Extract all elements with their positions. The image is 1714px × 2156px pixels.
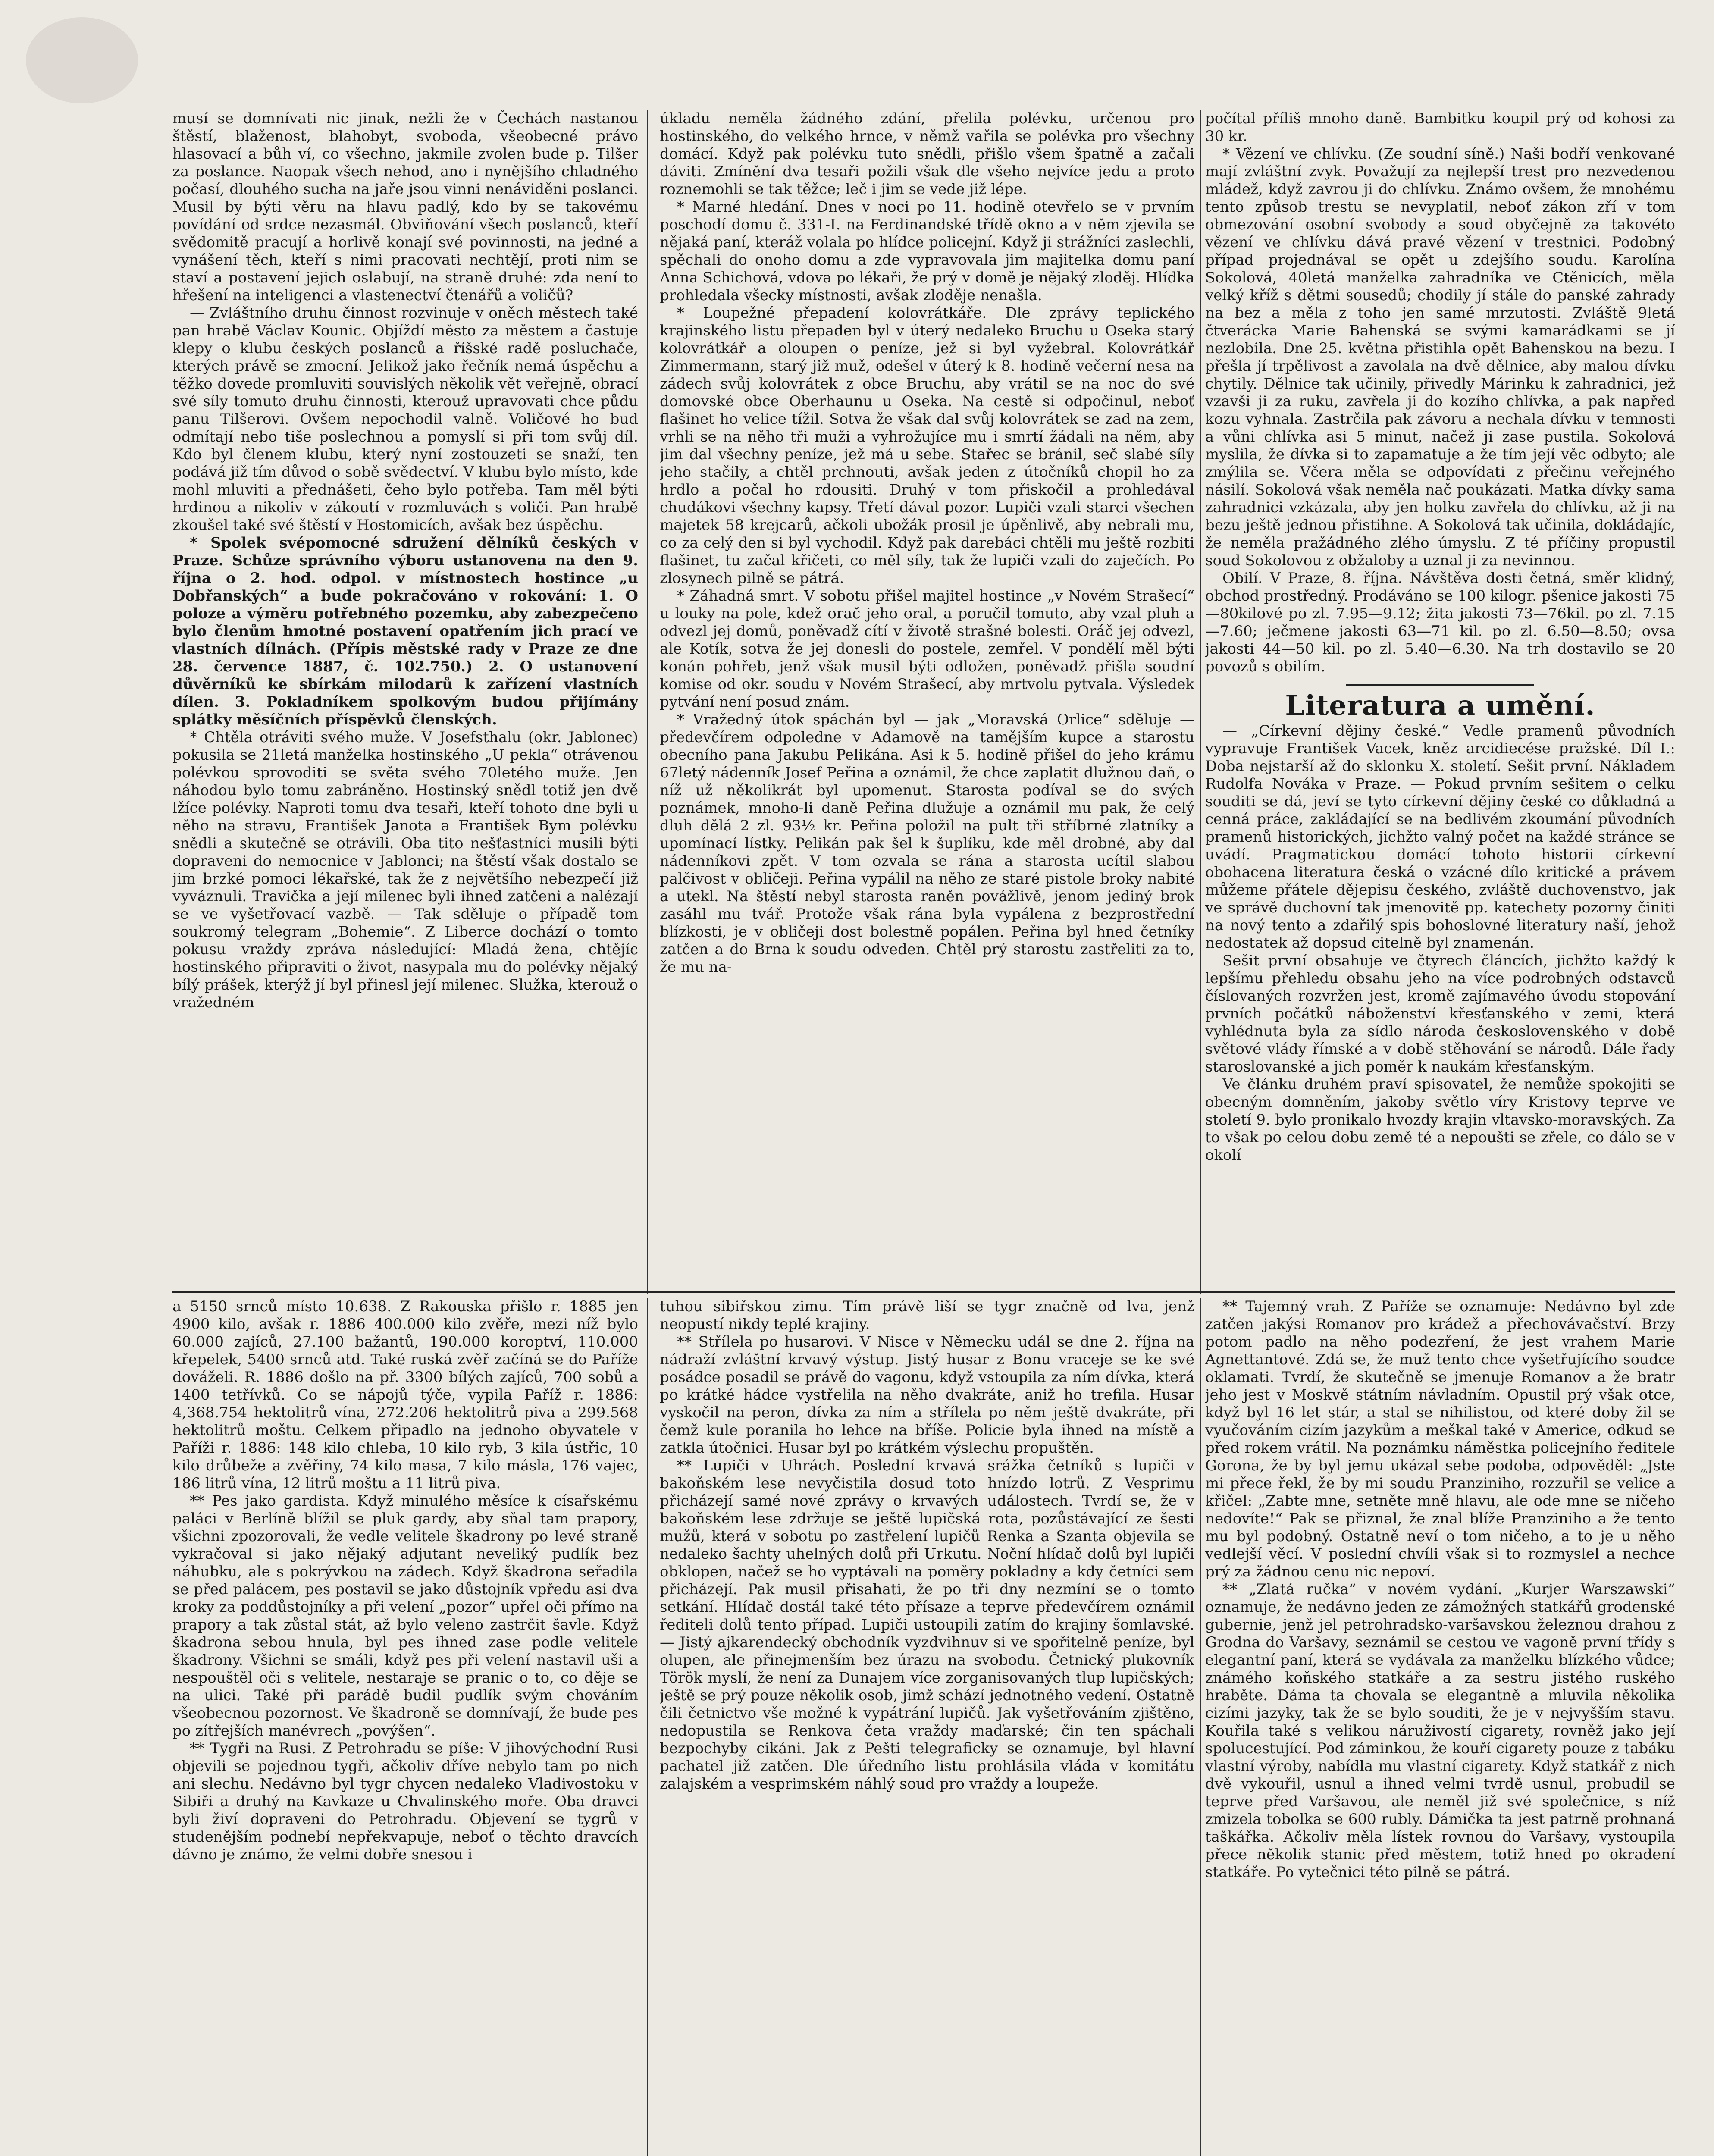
column-middle-top xyxy=(660,110,1194,1294)
article-paragraph: tuhou sibiřskou zimu. Tím právě liší se tygr značně od lva, jenž neopustí nikdy teplé krajiny. xyxy=(660,1298,1194,1333)
article-paragraph: — Zvláštního druhu činnost rozvinuje v oněch městech také pan hrabě Václav Kounic. Objíždí město za městem a častuje klepy o klubu českých poslanců a říšské radě posluchače, kterých právě se zmocní. Jelikož jako řečník nemá úspěchu a těžko dovede promluviti souvislých několik vět veřejně, obrací své síly tomuto druhu činnosti, kterouž upravovati chce půdu panu Tilšerovi. Ovšem nepochodil valně. Voličové ho buď odmítají nebo tiše poslechnou a pomyslí si při tom svůj díl. Kdo byl členem klubu, který nyní zostouzeti se snaží, ten podává již tím důvod o sobě svědectví. V klubu bylo místo, kde mohl mluviti a přednášeti, čeho bylo potřeba. Tam měl býti hrdinou a nikoliv v zákoutí v rozmluvách s voliči. Pan hrabě zkoušel také své štěstí v Hostomicích, avšak bez úspěchu. xyxy=(172,304,638,534)
column-left-bottom xyxy=(172,1298,638,2156)
column-rule xyxy=(1200,110,1201,1294)
article-lupici-v-uhrach: ** Lupiči v Uhrách. Poslední krvavá srážka četníků s lupiči v bakoňském lese nevyčistila dosud toto hnízdo lotrů. Z Vesprimu přicházejí samé nové zprávy o krvavých událostech. Tvrdí se, že v bakoňském lese zdržuje se ještě lupičská rota, pozůstávající ze šesti mužů, která v sobotu po zastřelení lupičů Renka a Szanta objevila se nedaleko šachty uhelných dolů při Urkutu. Noční hlídač dolů byl lupiči obklopen, načež se ho vyptávali na poměry pokladny a kdy četníci sem přicházejí. Pak musil přisahati, že po tři dny nezmíní se o tomto setkání. Hlídač dostál také této přísaze a teprve předevčírem oznámil řediteli dolů tento případ. Lupiči ustoupili zatím do krajiny šomlavské. — Jistý ajkarendecký obchodník vyzdvihnuv si ve spořitelně peníze, byl olupen, ale přinejmenším bez úrazu na svobodu. Četnický plukovník Török myslí, že není za Dunajem více zorganisovaných tlup lupičských; ještě se prý pouze několik osob, jimž schází jednotného vedení. Ostatně čili četnictvo vše možné k vypátrání lupičů. Jak vyšetřováním zjištěno, nedopustila se Renkova četa vraždy maďarské; čin ten spáchali bezpochyby cikáni. Jak z Pešti telegraficky se oznamuje, byl hlavní pachatel již zatčen. Dle úředního listu prohlásila vláda v komitátu zalajském a vesprimském náhlý soud pro vraždy a loupeže. xyxy=(660,1457,1194,1792)
paper-stain xyxy=(26,17,138,103)
column-middle-bottom xyxy=(660,1298,1194,2156)
article-vezeni-ve-chlivku: * Vězení ve chlívku. (Ze soudní síně.) Naši bodří venkované mají zvláštní zvyk. Považují za nejlepší trest pro nezvedenou mládež, když zavrou ji do chlívku. Známo ovšem, že mnohému tento způsob trestu se nevyplatil, neboť zákon zří v tom obmezování osobní svobody a soud obyčejně za takovéto vězení ve chlívku dává pravé vězení v trestnici. Podobný případ projednával se opět u zdejšího soudu. Karolína Sokolová, 40letá manželka zahradníka ve Ctěnicích, měla velký kříž s dětmi sousedů; chodily jí stále do panské zahrady na bez a měla z toho jen samé mrzutosti. Zvláště 9letá čtverácka Marie Bahenská se svými kamarádkami se jí nezlobila. Dne 25. května přistihla opět Bahenskou na bezu. I přešla jí trpělivost a zavolala na dvě dělnice, aby malou dívku chytily. Dělnice tak učinily, přivedly Márinku k zahradnici, jež vzavši ji za ruku, zavřela ji do kozího chlívka, a pak napřed kozu vyhnala. Zastrčila pak závoru a nechala dívku v temnosti a vůni chlívka asi 5 minut, načež ji zase pustila. Sokolová myslila, že dívka si to zapamatuje a že tím její věc odbyto; ale zmýlila se. Včera měla se odpovídati z přečinu veřejného násilí. Sokolová však neměla nač poukázati. Matka dívky sama zahradnici vzkázala, aby jen holku zavřela do chlívku, až ji na bezu ještě jednou přistihne. A Sokolová tak učinila, dokládajíc, že neměla pražádného zlého úmyslu. Z té příčiny propustil soud Sokolovou z obžaloby a uznal ji za nevinnou. xyxy=(1205,145,1675,569)
article-strilela-po-husarovi: ** Střílela po husarovi. V Nisce v Německu udál se dne 2. října na nádraží zvláštní krvavý výstup. Jistý husar z Bonu vraceje se ke své posádce posadil se právě do vagonu, když vstoupila za ním dívka, která po krátké hádce vystřelila na něho dvakráte, aniž ho trefila. Husar vyskočil na peron, dívka za ním a střílela po něm ještě dvakráte, při čemž kule poranila ho lehce na bříše. Policie byla ihned na místě a zatkla útočnici. Husar byl po krátkém výslechu propuštěn. xyxy=(660,1333,1194,1457)
article-pes-jako-gardista: ** Pes jako gardista. Když minulého měsíce k císařskému paláci v Berlíně blížil se pluk gardy, aby sňal tam prapory, všichni zpozorovali, že vedle velitele škadrony po levé straně vykračoval si jako nějaký adjutant neveliký pudlík bez náhubku, ale s pokrývkou na zádech. Když škadrona seřadila se před palácem, pes postavil se jako důstojník vpředu asi dva kroky za poddůstojníky a při velení „pozor“ upřel oči přímo na prapory a tak zůstal stát, až bylo veleno zastrčit šavle. Když škadrona sebou hnula, byl pes ihned zase podle velitele škadrony. Všichni se smáli, když pes při velení nastavil uši a nespouštěl oči s velitele, nestaraje se pranic o to, co děje se na ulici. Také při parádě budil pudlík svým chováním všeobecnou pozornost. Ve škadroně se domnívají, že bude pes po zítřejších manévrech „povýšen“. xyxy=(172,1492,638,1739)
article-paragraph: a 5150 srnců místo 10.638. Z Rakouska přišlo r. 1885 jen 4900 kilo, avšak r. 1886 400.000 kilo zvěře, mezi níž bylo 60.000 zajíců, 27.100 bažantů, 190.000 koroptví, 110.000 křepelek, 5400 srnců atd. Také ruská zvěř začíná se do Paříže dováželi. R. 1886 došlo na př. 3300 bílých zajíců, 700 sobů a 1400 tetřívků. Co se nápojů týče, vypila Paříž r. 1886: 4,368.754 hektolitrů vína, 272.206 hektolitrů piva a 299.568 hektolitrů moštu. Celkem připadlo na jednoho obyvatele v Paříži r. 1886: 148 kilo chleba, 10 kilo ryb, 3 kila ústřic, 10 kilo drůbeže a zvěřiny, 74 kilo masa, 7 kilo másla, 176 vajec, 186 litrů vína, 12 litrů moštu a 11 litrů piva. xyxy=(172,1298,638,1492)
article-marne-hledani: * Marné hledání. Dnes v noci po 11. hodině otevřelo se v prvním poschodí domu č. 331-I. na Ferdinandské třídě okno a v něm zjevila se nějaká paní, kteráž volala po hlídce policejní. Když ji strážníci zaslechli, spěchali do onoho domu a zde vypravovala jim majitelka domu paní Anna Schichová, vdova po lékaři, že prý v domě je nějaký zloděj. Hlídka prohledala všecky místnosti, avšak zloděje nenašla. xyxy=(660,198,1194,304)
article-tygri-na-rusi: ** Tygři na Rusi. Z Petrohradu se píše: V jihovýchodní Rusi objevili se pojednou tygři, ačkoliv dříve nebylo tam po nich ani slechu. Nedávno byl tygr chycen nedaleko Vladivostoku v Sibiři a druhý na Kavkaze u Chvalinského moře. Oba dravci byli živí dopraveni do Petrohradu. Objevení se tygrů v studenějším podnebí nepřekvapuje, neboť o těchto dravcích dávno je známo, že velmi dobře snesou i xyxy=(172,1740,638,1863)
article-zahadna-smrt: * Záhadná smrt. V sobotu přišel majitel hostince „v Novém Strašecí“ u louky na pole, kdež orač jeho oral, a poručil tomuto, aby vzal pluh a odvezl jej domů, poněvadž cítí v životě strašné bolesti. Oráč jej odvezl, ale Kotík, sotva že jej donesli do postele, zemřel. V pondělí měl býti konán pohřeb, jenž však musil býti odložen, poněvadž přišla soudní komise od okr. soudu v Novém Strašecí, aby mrtvolu pytvala. Výsledek pytvání není posud znám. xyxy=(660,587,1194,711)
column-left-top xyxy=(172,110,638,1294)
article-obili: Obilí. V Praze, 8. října. Návštěva dosti četná, směr klidný, obchod prostředný. Prodáváno se 100 kilogr. pšenice jakosti 75—80kilové po zl. 7.95—9.12; žita jakosti 73—76kil. po zl. 7.15—7.60; ječmene jakosti 63—71 kil. po zl. 6.50—8.50; ovsa jakosti 44—50 kil. po zl. 5.40—6.30. Na trh dostavilo se 20 povozů s obilím. xyxy=(1205,570,1675,675)
article-vrazedny-utok: * Vražedný útok spáchán byl — jak „Moravská Orlice“ sděluje — předevčírem odpoledne v Adamově na tamějším kupce a starostu obecního pana Jakubu Pelikána. Asi k 5. hodině přišel do jeho krámu 67letý nádenník Josef Peřina a oznámil, že chce zaplatit dlužnou daň, o níž už několikrát byl upomenut. Starosta podíval se do svých poznámek, mnoho-li daně Peřina dlužuje a oznámil mu pak, že celý dluh dělá 2 zl. 93½ kr. Peřina položil na pult tři stříbrné zlatníky a upomínací lístky. Pelikán pak šel k šuplíku, kde měl drobné, aby dal nádenníkovi zpět. V tom ozvala se rána a starosta ucítil slabou palčivost v obličeji. Peřina vypálil na něho ze staré pistole broky nabité a utekl. Na štěstí nebyl starosta raněn povážlivě, jenom jediný brok zasáhl mu tvář. Protože však rána byla vypálena z bezprostřední blízkosti, je v obličeji dost bolestně popálen. Peřina byl hned četníky zatčen a do Brna k soudu odveden. Chtěl prý starostu zastřeliti za to, že mu na- xyxy=(660,711,1194,976)
feuilleton-rule xyxy=(172,1291,1675,1293)
article-paragraph: musí se domnívati nic jinak, nežli že v Čechách nastanou štěstí, blaženost, blahobyt, svoboda, všeobecné právo hlasovací a bůh ví, co všechno, jakmile zvolen bude p. Tilšer za poslance. Naopak všech nehod, ano i nynějšího chladného počasí, dlouhého sucha na jaře jsou vinni nenáviděni poslanci. Musil by býti věru na hlavu padlý, kdo by se takovému povídání od srdce nezasmál. Obviňování všech poslanců, kteří svědomitě pracují a horlivě konají své povinnosti, na jedné a vynášení těch, kteří s nimi pracovati nechtějí, proti nim se staví a postavení jejich oslabují, na straně druhé: zda není to hřešení na inteligenci a vlastenectví čtenářů a voličů? xyxy=(172,110,638,304)
section-divider xyxy=(1346,684,1534,686)
article-zlata-rucka: ** „Zlatá ručka“ v novém vydání. „Kurjer Warszawski“ oznamuje, že nedávno jeden ze zámožných statkářů grodenské gubernie, jenž jel petrohradsko-varšavskou železnou drahou z Grodna do Varšavy, seznámil se cestou ve vagoně první třídy s elegantní paní, která se vydávala za manželku blízkého vůdce; známého koňského statkáře a za sestru jistého ruského hraběte. Dáma ta chovala se elegantně a mluvila několika cizími jazyky, tak že se bylo souditi, že je v nejvyšším stavu. Kouřila také s velikou náruživostí cigarety, rovněž jako její spolucestující. Pod záminkou, že kouří cigarety pouze z tabáku vlastní výroby, nabídla mu vlastní cigarety. Když statkář z nich dvě vykouřil, usnul a ihned velmi tvrdě usnul, probudil se teprve před Varšavou, ale neměl již své společnice, s níž zmizela tobolka se 600 rubly. Dámička ta jest patrně prohnaná taškářka. Ačkoliv měla lístek rovnou do Varšavy, vystoupila přece několik stanic před městem, totiž hned po okradení statkáře. Po vytečnici této pilně se pátrá. xyxy=(1205,1581,1675,1881)
article-spolek: * Spolek svépomocné sdružení dělníků českých v Praze. Schůze správního výboru ustanovena na den 9. října o 2. hod. odpol. v místnostech hostince „u Dobřanských“ a bude pokračováno v rokování: 1. O poloze a výměru potřebného pozemku, aby zabezpečeno bylo členům hmotné postavení opatřením jich prací ve vlastních dílnách. (Přípis městské rady v Praze ze dne 28. července 1887, č. 102.750.) 2. O ustanovení důvěrníků ke sbírkám milodarů k zařízení vlastních dílen. 3. Pokladníkem spolkovým budou přijímány splátky měsíčních příspěvků členských. xyxy=(172,534,638,728)
article-paragraph: Sešit první obsahuje ve čtyrech článcích, jichžto každý k lepšímu přehledu obsahu jeho na více podrobných odstavců číslovaných rozvržen jest, kromě zajímavého úvodu stopování prvních počátků náboženství křesťanského v zemi, která vyhlédnuta byla za sídlo národa československého v době světové vlády římské a v době stěhování se národů. Dále řady staroslovanské a jich poměr k naukám křesťanským. xyxy=(1205,952,1675,1075)
article-cirkevni-dejiny: — „Církevní dějiny české.“ Vedle pramenů původních vypravuje František Vacek, kněz arcidiecése pražské. Díl I.: Doba nejstarší až do sklonku X. století. Sešit první. Nákladem Rudolfa Nováka v Praze. — Pokud prvním sešitem o celku souditi se dá, jeví se tyto církevní dějiny české co důkladná a cenná práce, zakládající se na bedlivém zkoumání původních pramenů historických, jichžto valný počet na každé stránce se uvádí. Pragmatickou domácí tohoto historii církevní obohacena literatura česká o vzácné dílo kritické a právem můžeme přátele dějepisu českého, zvláště duchovenstvo, jak ve správě duchovní tak jmenovitě pp. katechety pozorny činiti na nový tento a zdařilý spis bohoslovné literatury naší, jehož nedostatek až dopsud citelně byl znamenán. xyxy=(1205,722,1675,952)
article-paragraph: Ve článku druhém praví spisovatel, že nemůže spokojiti se obecným domněním, jakoby světlo víry Kristovy teprve ve století 9. bylo pronikalo hvozdy krajin vltavsko-moravských. Za to však po celou dobu země té a nepoušti se zřele, co dálo se v okolí xyxy=(1205,1076,1675,1164)
article-chtela-otraviti: * Chtěla otráviti svého muže. V Josefsthalu (okr. Jablonec) pokusila se 21letá manželka hostinského „U pekla“ otrávenou polévkou sprovoditi se světa svého 70letého muže. Jen náhodou bylo tomu zabráněno. Hostinský snědl totiž jen dvě lžíce polévky. Naproti tomu dva tesaři, kteří tohoto dne byli u něho na stravu, František Janota a František Bym polévku snědli a skutečně se otrávili. Oba tito nešťastníci musili býti dopraveni do nemocnice v Jablonci; na štěstí však dostalo se jim brzké pomoci lékařské, tak že z největšího nebezpečí již vyváznuli. Travička a její milenec byli ihned zatčeni a nalézají se ve vyšetřovací vazbě. — Tak sděluje o případě tom soukromý telegram „Bohemie“. Z Liberce dochází o tomto pokusu vraždy zpráva následující: Mladá žena, chtějíc hostinského připraviti o život, nasypala mu do polévky nějaký bílý prášek, kterýž jí byl přinesl její milenec. Služka, kterouž o vražedném xyxy=(172,729,638,1011)
column-rule xyxy=(647,1298,648,2156)
section-title-literatura: Literatura a umění. xyxy=(1285,689,1595,722)
column-right-bottom xyxy=(1205,1298,1675,2156)
column-rule xyxy=(1200,1298,1201,2156)
column-rule xyxy=(647,110,648,1294)
article-loupezne-prepadeni: * Loupežné přepadení kolovrátkáře. Dle zprávy teplického krajinského listu přepaden byl v úterý nedaleko Bruchu u Oseka starý kolovrátkář a oloupen o peníze, jež si byl vyžebral. Kolovrátkář Zimmermann, starý již muž, odešel v úterý k 8. hodině večerní nesa na zádech svůj kolovrátek z obce Bruchu, aby vrátil se na noc do své domovské obce Oberhaunu u Oseka. Na cestě si odpočinul, neboť flašinet ho velice tížil. Sotva že však dal svůj kolovrátek se zad na zem, vrhli se na něho tři muži a vyhrožujíce mu i smrtí žádali na něm, aby jim dal všechny peníze, jež má u sebe. Stařec se bránil, seč slabé síly jeho stačily, a chtěl prchnouti, avšak jeden z útočníků chopil ho za hrdlo a počal ho rdousiti. Druhý v tom přiskočil a prohledával chudákovi všechny kapsy. Třetí dával pozor. Lupiči vzali starci všechen majetek 58 krejcarů, ačkoli ubožák prosil je úpěnlivě, aby nebrali mu, co za celý den si byl vychodil. Když pak darebáci chtěli mu ještě rozbiti flašinet, tu začal křičeti, co měl síly, tak že lupiči vzali do zaječích. Po zlosynech pilně se pátrá. xyxy=(660,304,1194,587)
article-paragraph: počítal příliš mnoho daně. Bambitku koupil prý od kohosi za 30 kr. xyxy=(1205,110,1675,145)
article-tajemny-vrah: ** Tajemný vrah. Z Paříže se oznamuje: Nedávno byl zde zatčen jakýsi Romanov pro krádež a přechovávačství. Brzy potom padlo na něho podezření, že jest vrahem Marie Agnettantové. Zdá se, že muž tento chce vyšetřujícího soudce oklamati. Tvrdí, že skutečně se jmenuje Romanov a že bratr jeho jest v Moskvě státním návladním. Opustil prý však otce, když byl 16 let stár, a stal se nihilistou, od které doby žil se vyučováním cizím jazykům a meškal také v Americe, odkud se před rokem vrátil. Na poznámku náměstka policejního ředitele Gorona, že by byl jemu ukázal sebe podoba, odpověděl: „Jste mi přece řekl, že by mi soudu Pranziniho, rozzuřil se velice a křičel: „Zabte mne, setněte mně hlavu, ale ode mne se ničeho nedovíte!“ Pak se přiznal, že znal blíže Pranziniho a že tento mu byl podobný. Ostatně neví o tom ničeho, a to je u něho vedlejší věcí. V poslední chvíli však si to rozmyslel a nechce prý za žádnou cenu nic nepoví. xyxy=(1205,1298,1675,1580)
column-right-top xyxy=(1205,110,1675,1294)
article-paragraph: úkladu neměla žádného zdání, přelila polévku, určenou pro hostinského, do velkého hrnce, v němž vařila se polévka pro všechny domácí. Když pak polévku tuto snědli, přišlo všem špatně a začali dáviti. Zmínění dva tesaři požili však dle všeho nejvíce jedu a proto roznemohli se tak těžce; leč i jim se vede již lépe. xyxy=(660,110,1194,198)
